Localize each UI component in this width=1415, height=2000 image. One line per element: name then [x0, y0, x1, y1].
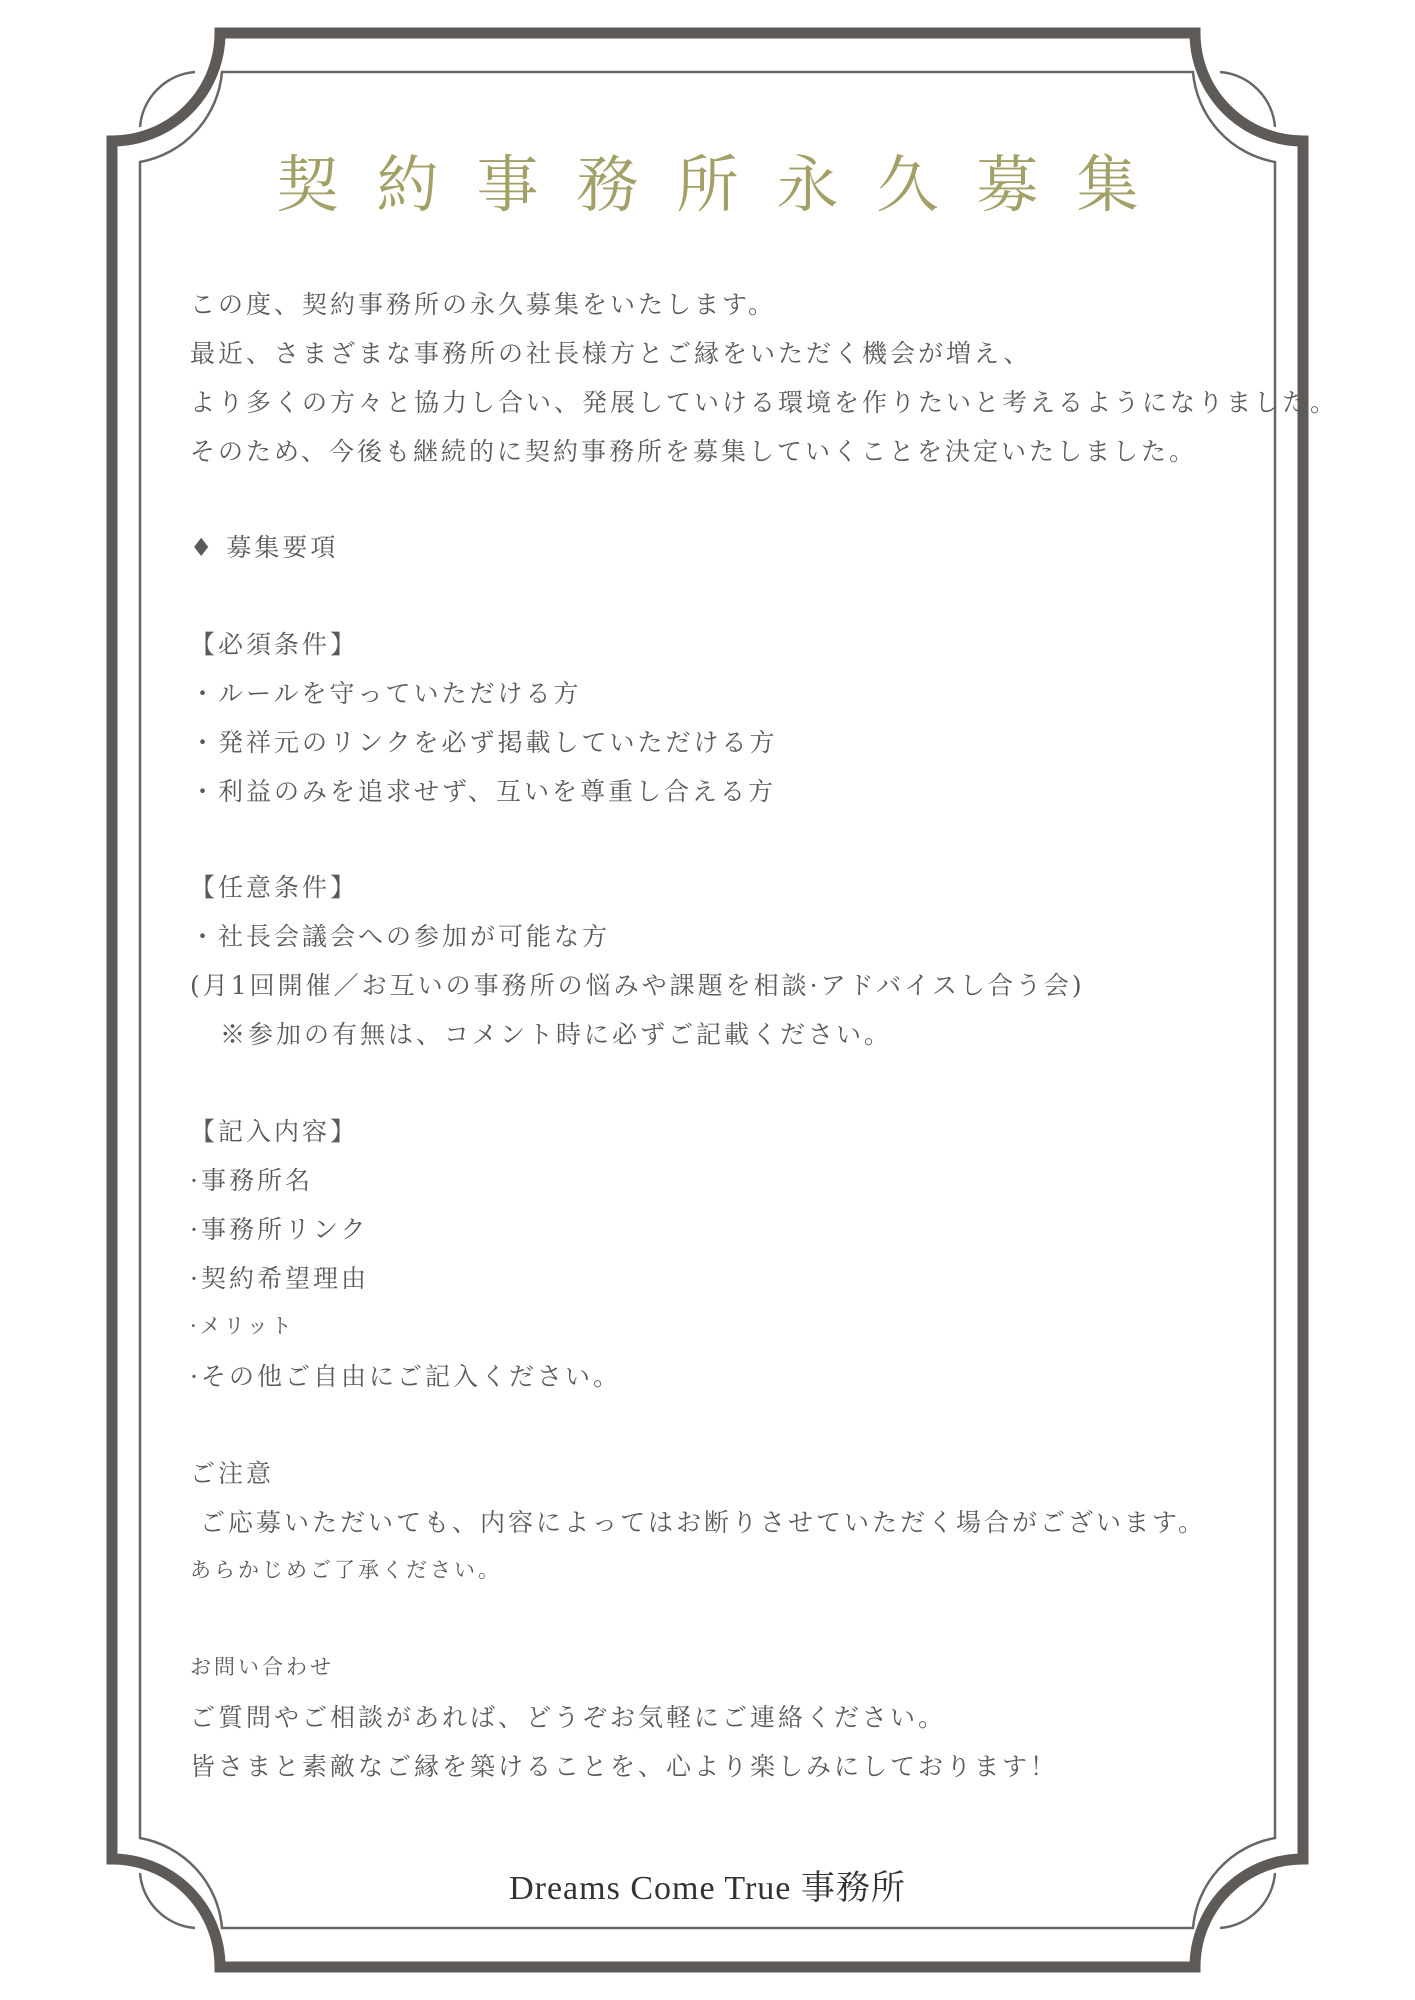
notice-line: あらかじめご了承ください。 [190, 1558, 502, 1582]
optional-note: ※参加の有無は、コメント時に必ずご記載ください。 [220, 1020, 893, 1049]
signature: Dreams Come True 事務所 [509, 1870, 906, 1907]
intro-line: そのため、今後も継続的に契約事務所を募集していくことを決定いたしました。 [190, 437, 1198, 466]
section-heading: ♦ 募集要項 [190, 533, 339, 562]
entry-item: ·事務所リンク [190, 1215, 369, 1244]
required-item: ・利益のみを追求せず、互いを尊重し合える方 [190, 777, 777, 806]
entry-heading: 【記入内容】 [190, 1117, 359, 1146]
required-item: ・ルールを守っていただける方 [190, 679, 582, 708]
optional-heading: 【任意条件】 [190, 873, 359, 902]
entry-item: ·事務所名 [190, 1166, 313, 1195]
optional-item: (月1回開催／お互いの事務所の悩みや課題を相談·アドバイスし合う会) [190, 971, 1085, 1000]
notice-line: ご応募いただいても、内容によってはお断りさせていただく場合がございます。 [200, 1508, 1207, 1537]
required-heading: 【必須条件】 [190, 630, 359, 659]
optional-item: ・社長会議会への参加が可能な方 [190, 922, 611, 951]
intro-line: より多くの方々と協力し合い、発展していける環境を作りたいと考えるようになりました。 [190, 388, 1339, 417]
corner-accent-tl [140, 72, 195, 127]
entry-item: ·メリット [190, 1314, 295, 1338]
contact-line: 皆さまと素敵なご縁を築けることを、心より楽しみにしております！ [190, 1752, 1059, 1781]
entry-item: ·その他ご自由にご記入ください。 [190, 1362, 621, 1391]
required-item: ・発祥元のリンクを必ず掲載していただける方 [190, 728, 778, 757]
intro-line: 最近、さまざまな事務所の社長様方とご縁をいただく機会が増え、 [190, 339, 1032, 368]
entry-item: ·契約希望理由 [190, 1264, 369, 1293]
contact-heading: お問い合わせ [190, 1655, 334, 1679]
contact-line: ご質問やご相談があれば、どうぞお気軽にご連絡ください。 [190, 1703, 947, 1732]
corner-accent-tr [1220, 72, 1275, 127]
page-title: 契約事務所永久募集 [276, 148, 1177, 221]
notice-heading: ご注意 [190, 1459, 275, 1488]
intro-line: この度、契約事務所の永久募集をいたします。 [190, 290, 777, 319]
